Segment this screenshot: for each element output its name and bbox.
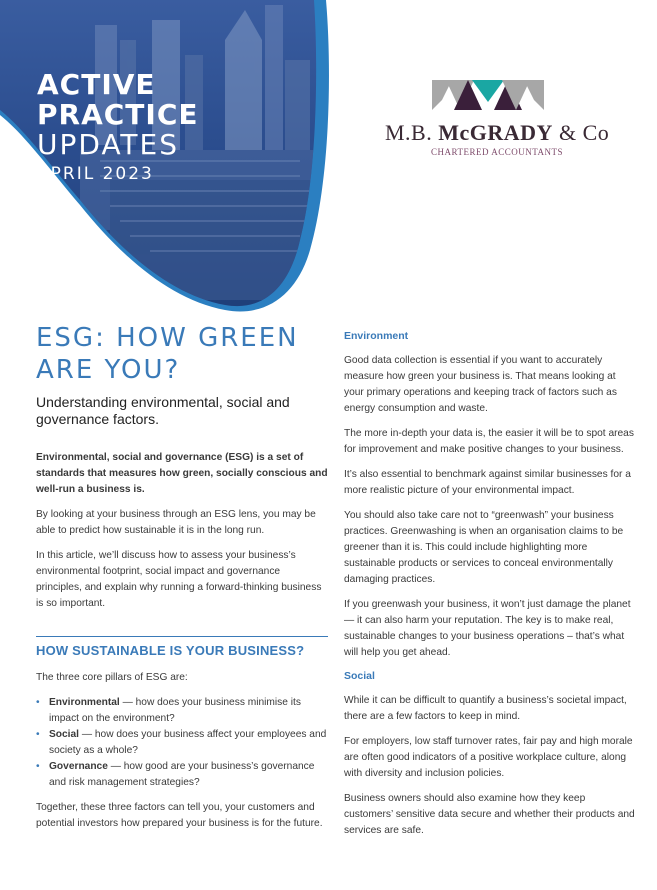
pillar-text: — how does your business minimise its impact on the environment? (49, 697, 301, 724)
logo-mark-icon (432, 80, 544, 110)
bullet-icon: • (36, 761, 40, 772)
social-paragraph-3: Business owners should also examine how they keep customers’ sensitive data secure and whether their products and services are safe. (344, 793, 635, 836)
intro-paragraph-2: In this article, we’ll discuss how to assess your business’s environmental footprint, social impact and governance principles, and explain why running a forward-thinking business is so important. (36, 550, 322, 609)
bullet-icon: • (36, 697, 40, 708)
pillars-intro: The three core pillars of ESG are: (36, 672, 188, 683)
hero-date: APRIL 2023 (37, 164, 154, 184)
pillars-list (36, 695, 328, 791)
pillar-term: Governance (49, 761, 108, 772)
section-heading: HOW SUSTAINABLE IS YOUR BUSINESS? (36, 643, 305, 658)
social-paragraph-2: For employers, low staff turnover rates, fair pay and high morale are often good indicators of a positive workplace culture, along with diversity and inclusion policies. (344, 736, 633, 779)
environment-paragraph-4: You should also take care not to “greenwash” your business practices. Greenwashing is when an organisation claims to be greener than it is. This could include highlighting more sustainable products or services to conceal environmentally damaging practices. (344, 510, 624, 585)
article-title-line2: ARE YOU? (36, 355, 181, 385)
social-paragraph-1: While it can be difficult to quantify a business’s societal impact, there are a few factors to keep in mind. (344, 695, 627, 722)
logo-name-prefix: M.B. (385, 120, 439, 145)
logo-name-bold: McGRADY (438, 120, 553, 145)
environment-paragraph-3: It’s also essential to benchmark against similar businesses for a more realistic picture of your environmental impact. (344, 469, 631, 496)
together-paragraph: Together, these three factors can tell you, your customers and potential investors how prepared your business is for the future. (36, 802, 323, 829)
pillar-text: — how does your business affect your employees and society as a whole? (49, 729, 327, 756)
logo-name-suffix: & Co (552, 120, 610, 145)
article-title (36, 322, 328, 386)
pillar-term: Environmental (49, 697, 120, 708)
hero-title-line3: UPDATES (37, 128, 179, 161)
article-title-line1: ESG: HOW GREEN (36, 323, 299, 353)
list-item (36, 727, 328, 759)
list-item (36, 759, 328, 791)
article-subtitle: Understanding environmental, social and governance factors. (36, 394, 290, 427)
environment-heading: Environment (344, 330, 409, 342)
lead-paragraph: Environmental, social and governance (ESG) is a set of standards that measures how green, socially conscious and well-run a business is. (36, 452, 328, 495)
bullet-icon: • (36, 729, 40, 740)
pillar-text: — how good are your business’s governance and risk management strategies? (49, 761, 315, 788)
environment-paragraph-2: The more in-depth your data is, the easier it will be to spot areas for improvement and make positive changes to your business. (344, 428, 634, 455)
intro-paragraph-1: By looking at your business through an ESG lens, you may be able to predict how sustainable it is in the long run. (36, 509, 316, 536)
environment-paragraph-1: Good data collection is essential if you want to accurately measure how green your business is. That means looking at your primary operations and keeping track of factors such as energy consumption and waste. (344, 355, 617, 414)
left-column (36, 322, 328, 841)
list-item (36, 695, 328, 727)
environment-paragraph-5: If you greenwash your business, it won’t just damage the planet — it can also harm your reputation. The key is to make real, sustainable changes to your business operations – that’s what will help you get ahead. (344, 599, 631, 658)
section-divider (36, 636, 328, 637)
logo-subtitle: CHARTERED ACCOUNTANTS (431, 147, 563, 157)
company-logo (385, 80, 615, 157)
hero-title-line2: PRACTICE (37, 98, 199, 131)
hero-banner (0, 0, 340, 320)
logo-wordmark (385, 120, 615, 146)
pillar-term: Social (49, 729, 80, 740)
hero-title-block (37, 70, 199, 184)
social-heading: Social (344, 670, 375, 682)
hero-title-line1: ACTIVE (37, 68, 156, 101)
right-column (344, 328, 636, 848)
